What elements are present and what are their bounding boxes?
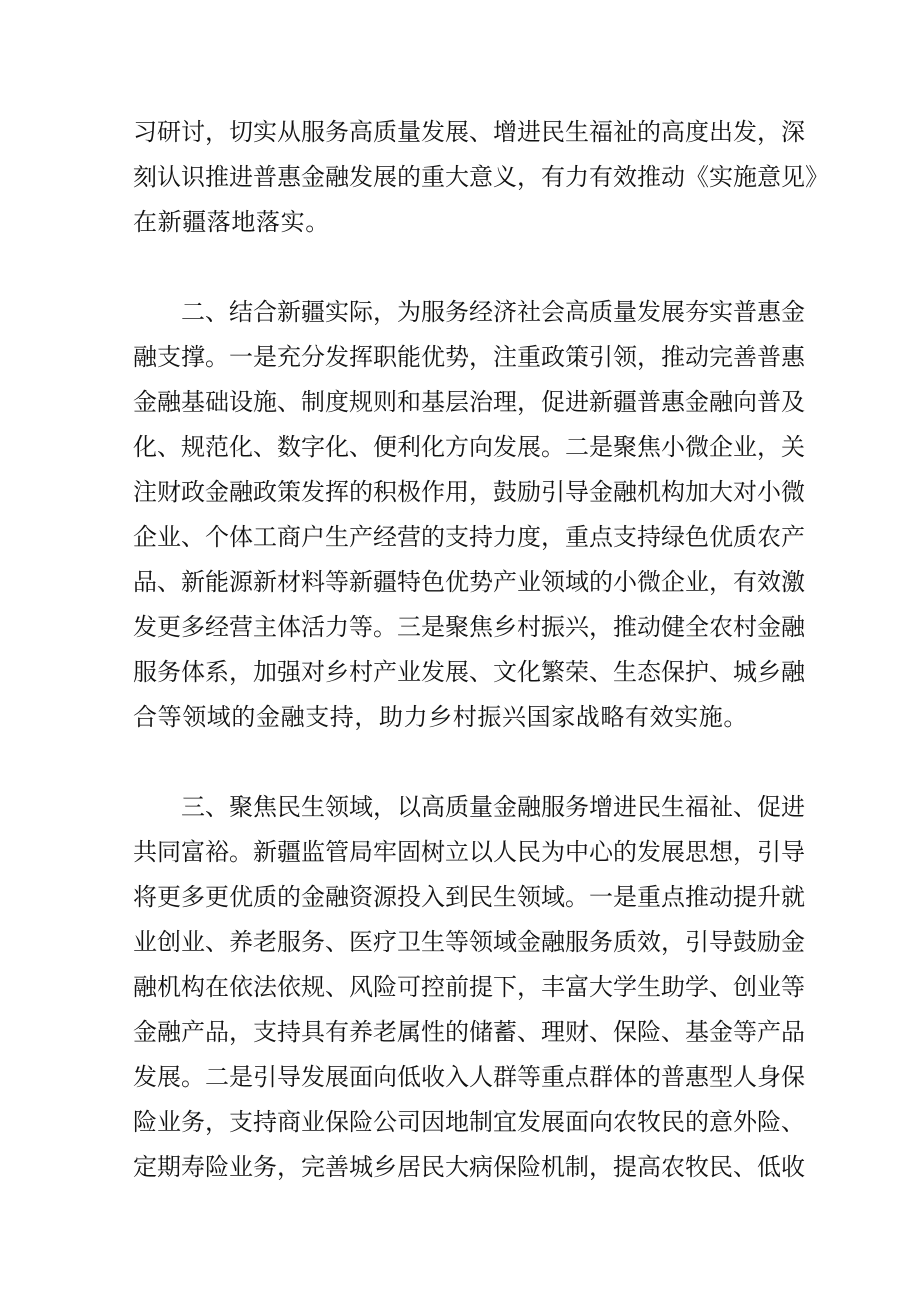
text-line: 险业务，支持商业保险公司因地制宜发展面向农牧民的意外险、 [133,1108,805,1136]
text-line: 品、新能源新材料等新疆特色优势产业领域的小微企业，有效激 [133,568,805,596]
text-line: 刻认识推进普惠金融发展的重大意义，有力有效推动《实施意见》 [133,163,829,191]
text-line: 注财政金融政策发挥的积极作用，鼓励引导金融机构加大对小微 [133,478,805,506]
text-line: 金融基础设施、制度规则和基层治理，促进新疆普惠金融向普及 [133,388,805,416]
section-heading-line: 三、聚焦民生领域，以高质量金融服务增进民生福祉、促进 [181,793,805,821]
text-line: 定期寿险业务，完善城乡居民大病保险机制，提高农牧民、低收 [133,1153,805,1181]
text-line: 企业、个体工商户生产经营的支持力度，重点支持绿色优质农产 [133,523,805,551]
text-line: 将更多更优质的金融资源投入到民生领域。一是重点推动提升就 [133,883,805,911]
text-line: 金融产品，支持具有养老属性的储蓄、理财、保险、基金等产品 [133,1018,805,1046]
text-line: 在新疆落地落实。 [133,208,330,236]
text-line: 共同富裕。新疆监管局牢固树立以人民为中心的发展思想，引导 [133,838,805,866]
text-line: 习研讨，切实从服务高质量发展、增进民生福祉的高度出发，深 [133,118,805,146]
text-line: 服务体系，加强对乡村产业发展、文化繁荣、生态保护、城乡融 [133,658,805,686]
text-line: 融支撑。一是充分发挥职能优势，注重政策引领，推动完善普惠 [133,343,805,371]
text-line: 合等领域的金融支持，助力乡村振兴国家战略有效实施。 [133,703,748,731]
text-line: 业创业、养老服务、医疗卫生等领域金融服务质效，引导鼓励金 [133,928,805,956]
section-heading-line: 二、结合新疆实际，为服务经济社会高质量发展夯实普惠金 [181,298,805,326]
text-line: 化、规范化、数字化、便利化方向发展。二是聚焦小微企业，关 [133,433,805,461]
text-line: 融机构在依法依规、风险可控前提下，丰富大学生助学、创业等 [133,973,805,1001]
text-line: 发更多经营主体活力等。三是聚焦乡村振兴，推动健全农村金融 [133,613,805,641]
text-line: 发展。二是引导发展面向低收入人群等重点群体的普惠型人身保 [133,1063,805,1091]
